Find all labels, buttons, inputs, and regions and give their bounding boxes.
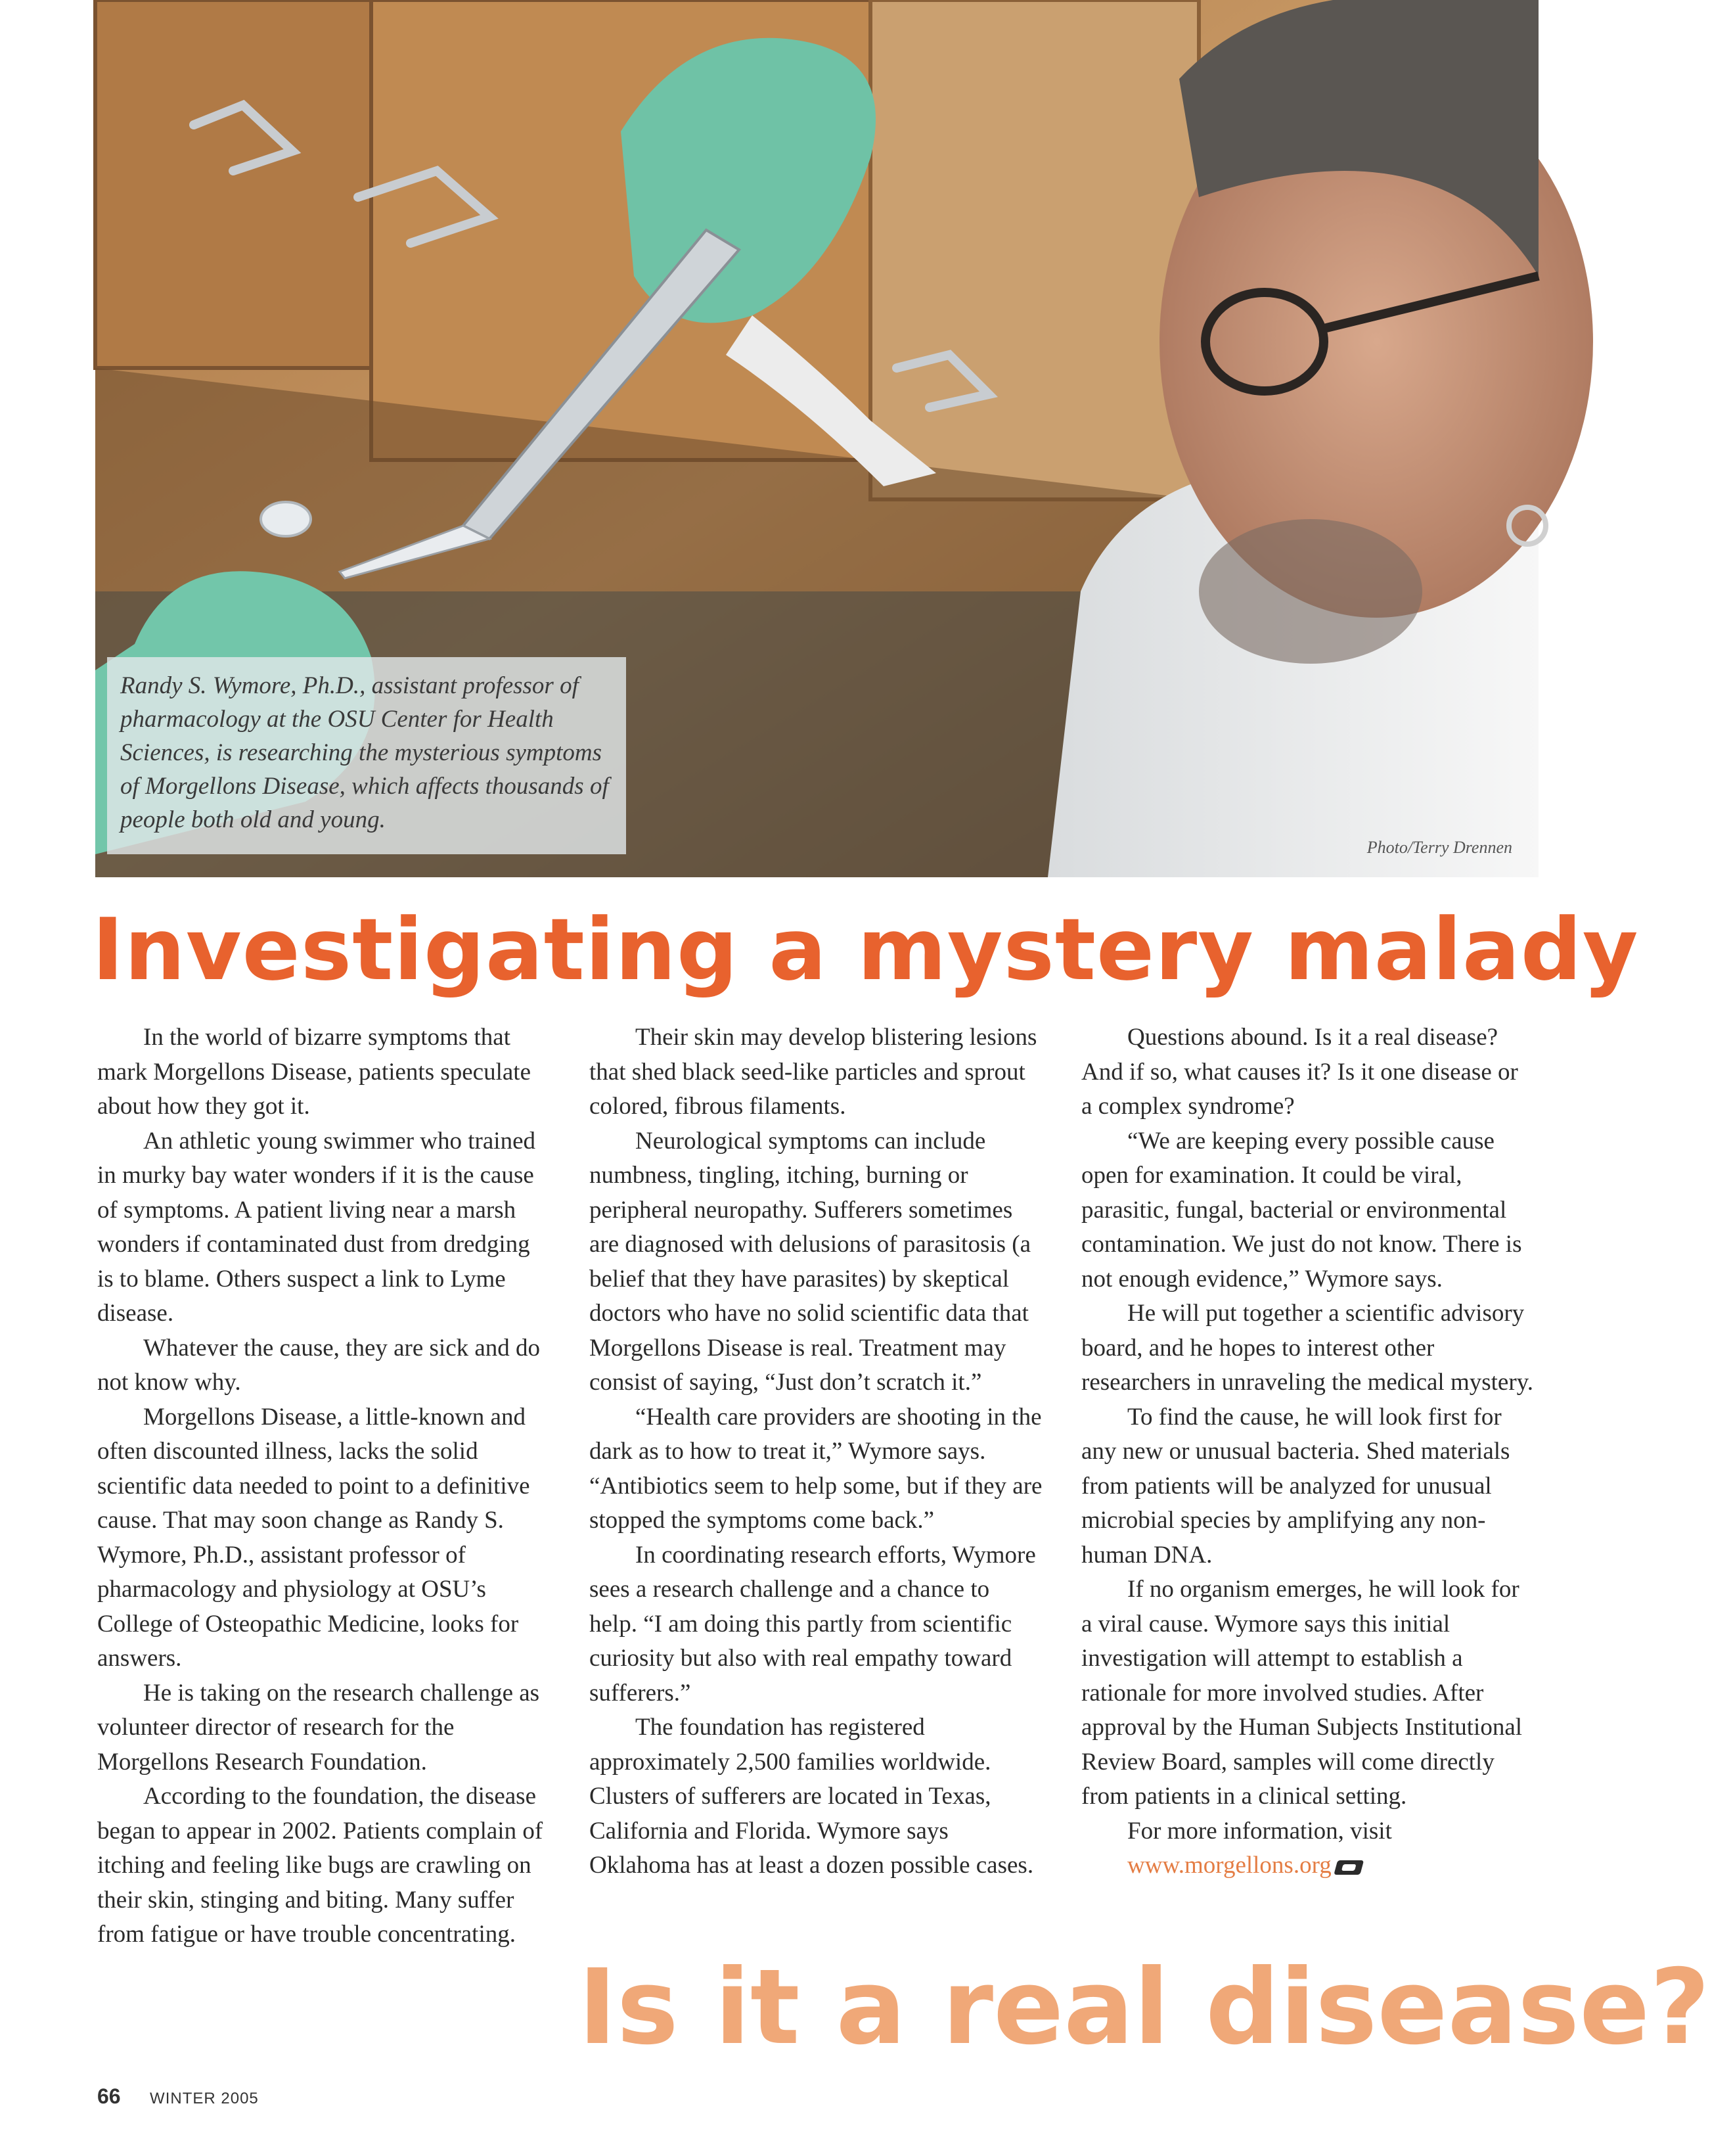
- paragraph: Their skin may develop blistering lesions that shed black seed-like particles and sprout colored, fibrous filaments.: [589, 1024, 1037, 1120]
- paragraph: Whatever the cause, they are sick and do not know why.: [97, 1334, 541, 1396]
- page-number: 66: [97, 2084, 121, 2108]
- paragraph: According to the foundation, the disease began to appear in 2002. Patients complain of itching and feeling like bugs are crawling on their skin, stinging and biting. Many suffer from fatigue or have trouble concentrating.: [97, 1783, 543, 1948]
- paragraph: An athletic young swimmer who trained in murky bay water wonders if it is the cause of symptoms. A patient living near a marsh wonders if contaminated dust from dredging is to blame. Others suspect a link to Lyme disease.: [97, 1127, 536, 1327]
- paragraph: In the world of bizarre symptoms that mark Morgellons Disease, patients speculate about how they got it.: [97, 1024, 531, 1120]
- article-column-2: [589, 1021, 1043, 1883]
- morgellons-link-text[interactable]: www.morgellons.org: [1127, 1852, 1332, 1879]
- paragraph: In coordinating research efforts, Wymore sees a research challenge and a chance to help. “I am doing this partly from scientific curiosity but also with real empathy toward sufferers.”: [589, 1541, 1036, 1707]
- paragraph: For more information, visit: [1127, 1817, 1392, 1845]
- paragraph: Morgellons Disease, a little-known and often discounted illness, lacks the solid scientific data needed to point to a definitive cause. That may soon change as Randy S. Wymore, Ph.D., assistant professor of pharmacology and physiology at OSU’s College of Osteopathic Medicine, looks for answers.: [97, 1403, 530, 1672]
- photo-credit: Photo/Terry Drennen: [1366, 838, 1512, 857]
- paragraph: Neurological symptoms can include numbness, tingling, itching, burning or peripheral neuropathy. Sufferers sometimes are diagnosed with delusions of parasitosis (a belief that they have parasites) by skeptical doctors who have no solid scientific data that Morgellons Disease is real. Treatment may consist of saying, “Just don’t scratch it.”: [589, 1127, 1031, 1396]
- paragraph: If no organism emerges, he will look for a viral cause. Wymore says this initial investigation will attempt to establish a rationale for more involved studies. After approval by the Human Subjects Institutional Review Board, samples will come directly from patients in a clinical setting.: [1081, 1576, 1523, 1810]
- photo-caption: Randy S. Wymore, Ph.D., assistant professor of pharmacology at the OSU Center for Health Sciences, is researching the mysterious symptoms of Morgellons Disease, which affects thousands of people both old and young.: [120, 672, 609, 833]
- hero-photo: [95, 0, 1539, 877]
- osu-logo-icon: [1337, 1858, 1366, 1877]
- paragraph: “Health care providers are shooting in the dark as to how to treat it,” Wymore says. “Antibiotics seem to help some, but if they are stopped the symptoms come back.”: [589, 1403, 1043, 1534]
- article-column-3: [1081, 1021, 1535, 1883]
- morgellons-link[interactable]: [1081, 1848, 1535, 1883]
- paragraph: The foundation has registered approximately 2,500 families worldwide. Clusters of sufferers are located in Texas, California and Florida. Wymore says Oklahoma has at least a dozen possible cases.: [589, 1714, 1034, 1879]
- article-column-1: [97, 1021, 551, 1952]
- issue-label: WINTER 2005: [150, 2090, 259, 2107]
- article-headline: Investigating a mystery malady: [92, 900, 1639, 999]
- photo-caption-box: [107, 657, 626, 854]
- paragraph: “We are keeping every possible cause open for examination. It could be viral, parasitic, fungal, bacterial or environmental contamination. We just do not know. There is not enough evidence,” Wymore says.: [1081, 1127, 1522, 1293]
- paragraph: He is taking on the research challenge as volunteer director of research for the Morgellons Research Foundation.: [97, 1679, 540, 1776]
- page-footer: [97, 2084, 259, 2109]
- paragraph: Questions abound. Is it a real disease? And if so, what causes it? Is it one disease or a complex syndrome?: [1081, 1024, 1518, 1120]
- paragraph: He will put together a scientific advisory board, and he hopes to interest other researchers in unraveling the medical mystery.: [1081, 1300, 1533, 1396]
- pull-quote: Is it a real disease?: [578, 1947, 1710, 2068]
- paragraph: To find the cause, he will look first for any new or unusual bacteria. Shed materials from patients will be analyzed for unusual microbial species by amplifying any non-human DNA.: [1081, 1403, 1510, 1569]
